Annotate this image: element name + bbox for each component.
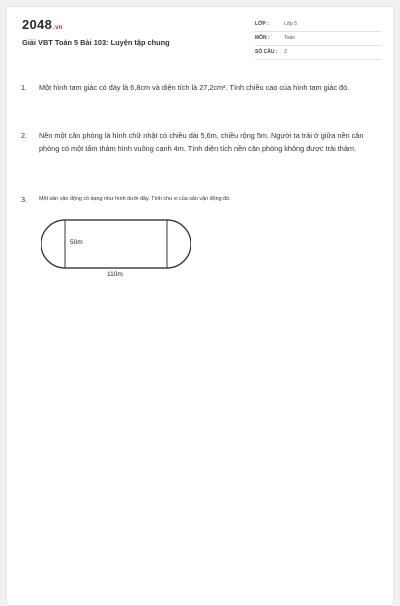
- meta-subject-row: [255, 34, 381, 46]
- question-text: Một hình tam giác có đáy là 6,8cm và diện tích là 27,2cm². Tính chiều cao của hình tam giác đó.: [39, 83, 350, 92]
- meta-subject-value: Toán: [284, 35, 295, 41]
- meta-count-key: SỐ CÂU :: [255, 49, 278, 55]
- stadium-diagram: [41, 219, 191, 287]
- question-text: Một sân vận động có dạng như hình dưới đây. Tính chu vi của sân vận động đó.: [39, 196, 231, 202]
- question-number: 2.: [21, 131, 28, 140]
- page-title: Giải VBT Toán 5 Bài 103: Luyện tập chung: [22, 38, 170, 47]
- logo-text: 2048: [22, 17, 53, 32]
- meta-class-key: LỚP :: [255, 21, 269, 27]
- stadium-shape: [41, 219, 191, 269]
- width-label: 50m: [70, 239, 83, 246]
- document-header: [7, 7, 393, 69]
- meta-class-row: [255, 20, 381, 32]
- meta-subject-key: MÔN :: [255, 35, 270, 41]
- question-text: Nền một căn phòng là hình chữ nhật có chiều dài 5,6m, chiều rộng 5m. Người ta trải ở giữa nền căn phòng có một tấm thảm hình vuông cạnh 4m. Tính diện tích nền căn phòng không được trải thảm.: [39, 131, 364, 153]
- meta-count-value: 3: [284, 49, 287, 55]
- logo-tld: .vn: [53, 25, 63, 31]
- meta-count-row: [255, 48, 381, 60]
- question-number: 1.: [21, 83, 28, 92]
- length-label: 110m: [107, 271, 123, 278]
- meta-class-value: Lớp 5: [284, 21, 298, 27]
- site-logo[interactable]: [22, 17, 63, 32]
- document-page: [6, 6, 394, 606]
- question-number: 3.: [21, 195, 28, 204]
